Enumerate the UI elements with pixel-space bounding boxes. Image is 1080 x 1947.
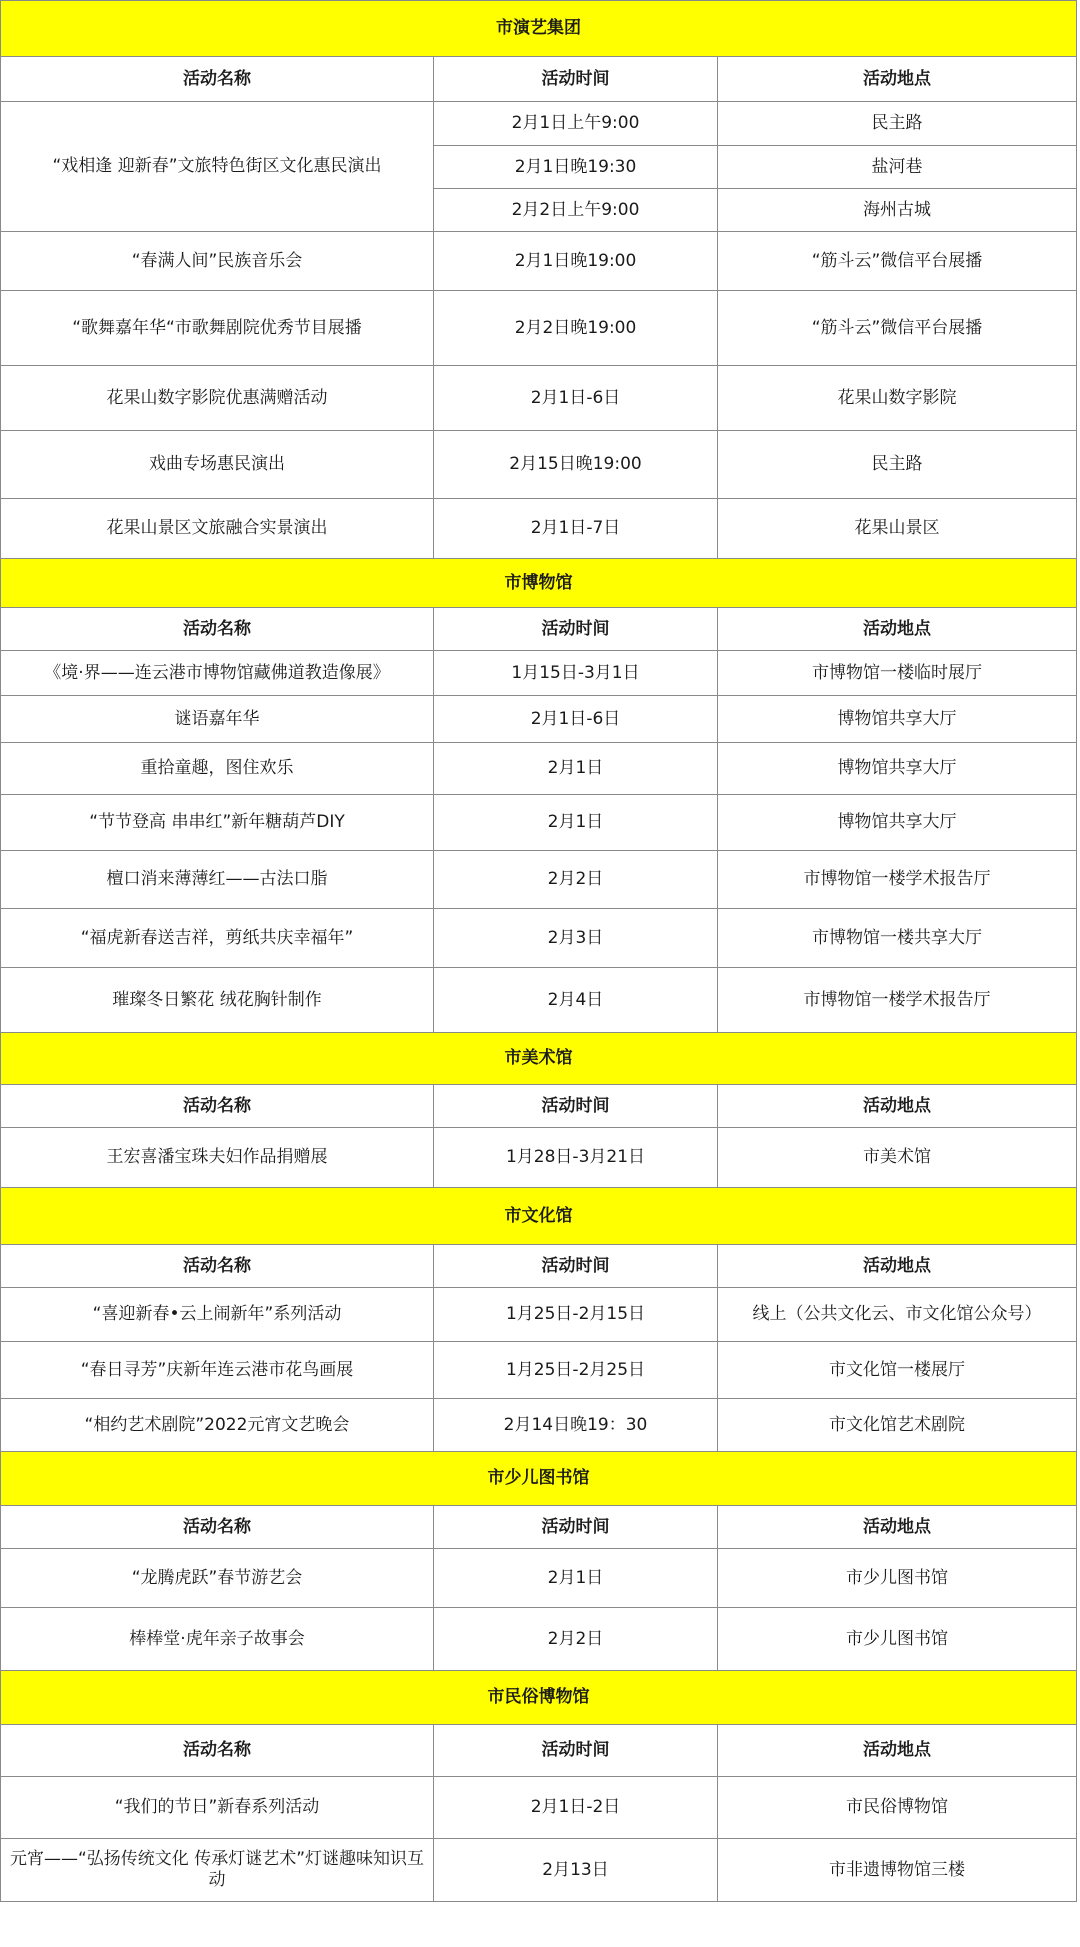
table-row (1, 1839, 1077, 1902)
section-title-row (1, 559, 1077, 608)
section-title-row (1, 1671, 1077, 1725)
activity-name-cell: “龙腾虎跃”春节游艺会 (1, 1549, 434, 1608)
column-header-place: 活动地点 (718, 1245, 1077, 1288)
activity-time-cell: 1月25日-2月15日 (434, 1288, 718, 1342)
table-row (1, 1399, 1077, 1452)
activity-place-cell: 盐河巷 (718, 146, 1077, 189)
activity-name-cell: 檀口消来薄薄红——古法口脂 (1, 851, 434, 909)
table-row (1, 743, 1077, 795)
section-title: 市演艺集团 (1, 1, 1077, 57)
table-row (1, 696, 1077, 743)
activity-place-cell: 市文化馆艺术剧院 (718, 1399, 1077, 1452)
activity-name-cell: “喜迎新春•云上闹新年”系列活动 (1, 1288, 434, 1342)
activity-place-cell: 民主路 (718, 102, 1077, 146)
activity-place-cell: 花果山景区 (718, 499, 1077, 559)
column-header-time: 活动时间 (434, 1506, 718, 1549)
section-title: 市美术馆 (1, 1033, 1077, 1085)
activity-time-cell: 2月1日 (434, 743, 718, 795)
activity-place-cell: 市博物馆一楼学术报告厅 (718, 851, 1077, 909)
table-row (1, 968, 1077, 1033)
activity-place-cell: 市美术馆 (718, 1128, 1077, 1188)
table-row (1, 1342, 1077, 1399)
activity-name-cell: 璀璨冬日繁花 绒花胸针制作 (1, 968, 434, 1033)
activity-name-cell: 谜语嘉年华 (1, 696, 434, 743)
table-row (1, 499, 1077, 559)
table-row (1, 366, 1077, 431)
activity-place-cell: 博物馆共享大厅 (718, 696, 1077, 743)
activity-name-cell: “福虎新春送吉祥，剪纸共庆幸福年” (1, 909, 434, 968)
column-header-row (1, 1085, 1077, 1128)
activity-time-cell: 2月3日 (434, 909, 718, 968)
section-title: 市文化馆 (1, 1188, 1077, 1245)
activity-name-cell: 《境·界——连云港市博物馆藏佛道教造像展》 (1, 651, 434, 696)
activity-time-cell: 1月28日-3月21日 (434, 1128, 718, 1188)
activity-time-cell: 2月13日 (434, 1839, 718, 1902)
table-row (1, 232, 1077, 291)
column-header-name: 活动名称 (1, 57, 434, 102)
table-row (1, 291, 1077, 366)
activity-name-cell: 王宏喜潘宝珠夫妇作品捐赠展 (1, 1128, 434, 1188)
activity-place-cell: 市博物馆一楼学术报告厅 (718, 968, 1077, 1033)
column-header-place: 活动地点 (718, 1506, 1077, 1549)
activity-place-cell: 市非遗博物馆三楼 (718, 1839, 1077, 1902)
activity-time-cell: 2月4日 (434, 968, 718, 1033)
column-header-time: 活动时间 (434, 1725, 718, 1777)
column-header-place: 活动地点 (718, 57, 1077, 102)
column-header-time: 活动时间 (434, 608, 718, 651)
activity-place-cell: 市博物馆一楼临时展厅 (718, 651, 1077, 696)
activity-place-cell: 博物馆共享大厅 (718, 743, 1077, 795)
activity-time-cell: 2月1日 (434, 1549, 718, 1608)
section-title-row (1, 1, 1077, 57)
activity-time-cell: 2月2日 (434, 851, 718, 909)
activity-place-cell: 博物馆共享大厅 (718, 795, 1077, 851)
table-row (1, 1128, 1077, 1188)
section-title: 市博物馆 (1, 559, 1077, 608)
activity-place-cell: 市民俗博物馆 (718, 1777, 1077, 1839)
activity-time-cell: 2月1日 (434, 795, 718, 851)
activity-name-cell: “歌舞嘉年华“市歌舞剧院优秀节目展播 (1, 291, 434, 366)
column-header-place: 活动地点 (718, 1725, 1077, 1777)
column-header-name: 活动名称 (1, 1245, 434, 1288)
table-row (1, 795, 1077, 851)
activity-time-cell: 2月1日-6日 (434, 366, 718, 431)
activity-place-cell: “筋斗云”微信平台展播 (718, 291, 1077, 366)
activity-name-cell: 元宵——“弘扬传统文化 传承灯谜艺术”灯谜趣味知识互动 (1, 1839, 434, 1902)
table-row (1, 1777, 1077, 1839)
column-header-name: 活动名称 (1, 1085, 434, 1128)
activity-name-cell: 花果山景区文旅融合实景演出 (1, 499, 434, 559)
column-header-row (1, 57, 1077, 102)
activity-time-cell: 1月25日-2月25日 (434, 1342, 718, 1399)
activity-name-cell: 戏曲专场惠民演出 (1, 431, 434, 499)
section-title-row (1, 1452, 1077, 1506)
column-header-row (1, 1725, 1077, 1777)
activity-time-cell: 2月2日晚19:00 (434, 291, 718, 366)
table-row (1, 651, 1077, 696)
column-header-time: 活动时间 (434, 57, 718, 102)
column-header-name: 活动名称 (1, 608, 434, 651)
table-row (1, 909, 1077, 968)
activity-time-cell: 2月1日上午9:00 (434, 102, 718, 146)
table-row (1, 1288, 1077, 1342)
activity-name-cell: “我们的节日”新春系列活动 (1, 1777, 434, 1839)
column-header-place: 活动地点 (718, 1085, 1077, 1128)
section-title-row (1, 1188, 1077, 1245)
activity-name-cell: 棒棒堂·虎年亲子故事会 (1, 1608, 434, 1671)
activity-place-cell: “筋斗云”微信平台展播 (718, 232, 1077, 291)
activity-name-cell: “节节登高 串串红”新年糖葫芦DIY (1, 795, 434, 851)
activity-time-cell: 2月1日晚19:30 (434, 146, 718, 189)
column-header-row (1, 1506, 1077, 1549)
activity-time-cell: 2月1日-7日 (434, 499, 718, 559)
activity-name-cell: “相约艺术剧院”2022元宵文艺晚会 (1, 1399, 434, 1452)
activity-time-cell: 2月1日晚19:00 (434, 232, 718, 291)
column-header-time: 活动时间 (434, 1245, 718, 1288)
activity-name-cell: 重拾童趣，图住欢乐 (1, 743, 434, 795)
activity-time-cell: 1月15日-3月1日 (434, 651, 718, 696)
table-row (1, 431, 1077, 499)
activity-time-cell: 2月1日-6日 (434, 696, 718, 743)
section-title: 市少儿图书馆 (1, 1452, 1077, 1506)
activity-name-cell: 花果山数字影院优惠满赠活动 (1, 366, 434, 431)
activity-time-cell: 2月14日晚19：30 (434, 1399, 718, 1452)
activity-name-cell: “春满人间”民族音乐会 (1, 232, 434, 291)
section-title: 市民俗博物馆 (1, 1671, 1077, 1725)
activity-place-cell: 市少儿图书馆 (718, 1608, 1077, 1671)
table-row (1, 102, 1077, 146)
activity-place-cell: 线上（公共文化云、市文化馆公众号） (718, 1288, 1077, 1342)
column-header-name: 活动名称 (1, 1506, 434, 1549)
activity-time-cell: 2月1日-2日 (434, 1777, 718, 1839)
activity-name-cell: “春日寻芳”庆新年连云港市花鸟画展 (1, 1342, 434, 1399)
table-row (1, 851, 1077, 909)
column-header-time: 活动时间 (434, 1085, 718, 1128)
table-row (1, 1608, 1077, 1671)
activity-place-cell: 民主路 (718, 431, 1077, 499)
activity-place-cell: 市博物馆一楼共享大厅 (718, 909, 1077, 968)
activity-time-cell: 2月15日晚19:00 (434, 431, 718, 499)
activity-place-cell: 市少儿图书馆 (718, 1549, 1077, 1608)
section-title-row (1, 1033, 1077, 1085)
activity-place-cell: 市文化馆一楼展厅 (718, 1342, 1077, 1399)
column-header-row (1, 1245, 1077, 1288)
activity-time-cell: 2月2日 (434, 1608, 718, 1671)
table-row (1, 1549, 1077, 1608)
column-header-name: 活动名称 (1, 1725, 434, 1777)
activity-time-cell: 2月2日上午9:00 (434, 189, 718, 232)
column-header-place: 活动地点 (718, 608, 1077, 651)
activity-place-cell: 花果山数字影院 (718, 366, 1077, 431)
activity-place-cell: 海州古城 (718, 189, 1077, 232)
column-header-row (1, 608, 1077, 651)
activity-name-cell: “戏相逢 迎新春”文旅特色街区文化惠民演出 (1, 102, 434, 232)
